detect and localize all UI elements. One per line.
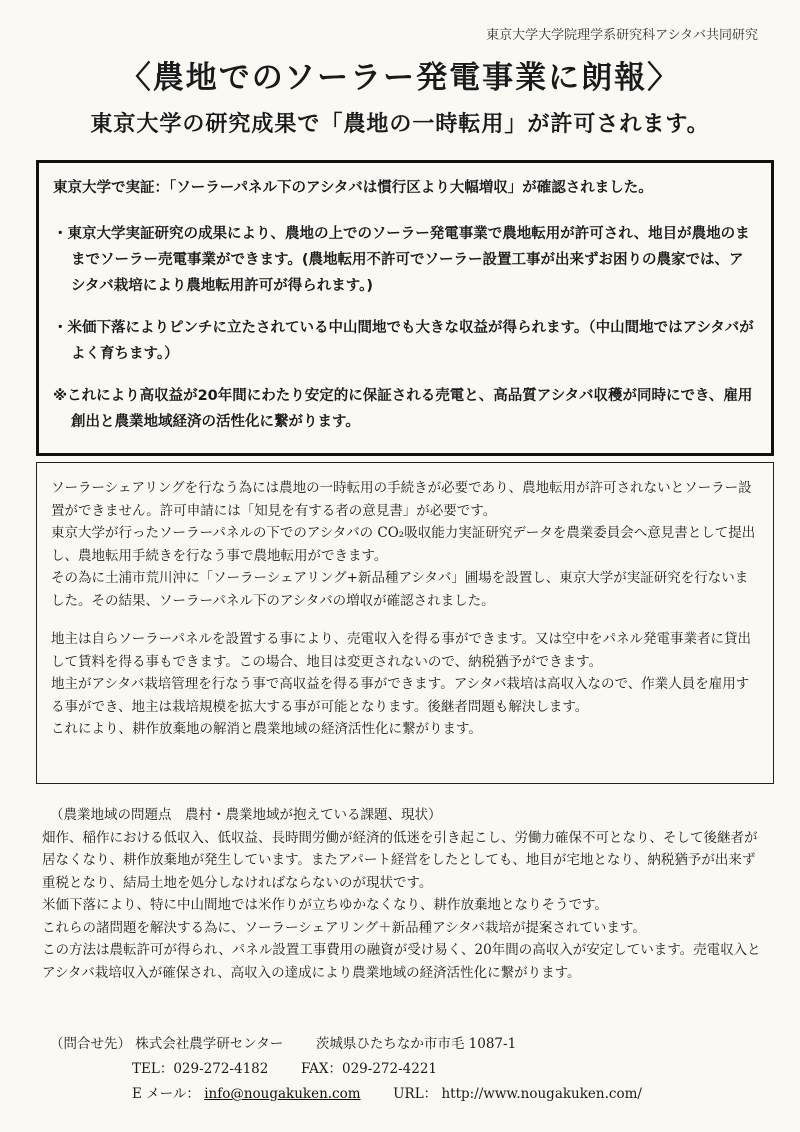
issues-paragraph-2: 米価下落により、特に中山間地では米作りが立ちゆかなくなり、耕作放棄地となりそうです。 xyxy=(42,897,608,913)
issues-heading: （農業地域の問題点 農村・農業地域が抱えている課題、現状） xyxy=(50,807,442,823)
details-paragraph-2: 東京大学が行ったソーラーパネルの下でのアシタバの CO₂吸収能力実証研究データを農業委員会へ意見書として提出し、農地転用手続きを行なう事で農地転用ができます。 xyxy=(51,525,756,564)
contact-url[interactable]: http://www.nougakuken.com/ xyxy=(441,1086,642,1102)
details-box xyxy=(36,462,774,784)
contact-email-link[interactable]: info@nougakuken.com xyxy=(204,1086,361,1102)
contact-row-phone xyxy=(50,1057,770,1082)
issues-paragraph-3: これらの諸問題を解決する為に、ソーラーシェアリング＋新品種アシタバ栽培が提案されています。 xyxy=(42,919,646,936)
highlights-box xyxy=(36,160,774,456)
issues-paragraph-4: この方法は農転許可が得られ、パネル設置工事費用の融資が受け易く、20年間の高収入が安定しています。売電収入とアシタバ栽培収入が確保され、高収入の達成により農業地域の経済活性化に繋がります。 xyxy=(42,942,761,981)
details-paragraph-1: ソーラーシェアリングを行なう為には農地の一時転用の手続きが必要であり、農地転用が許可されないとソーラー設置ができません。許可申請には「知見を有する者の意見書」が必要です。 xyxy=(51,480,752,519)
page-title: 〈農地でのソーラー発電事業に朗報〉 xyxy=(119,60,681,96)
highlights-bullet-2: ・米価下落によりピンチに立たされている中山間地でも大きな収益が得られます。（中山間地ではアシタバがよく育ちます。） xyxy=(53,320,754,362)
issues-paragraph-1: 畑作、稲作における低収入、低収益、長時間労働が経済的低迷を引き起こし、労働力確保不可となり、そして後継者が居なくなり、耕作放棄地が発生しています。またアパート経営をしたとしても、地目が宅地となり、納税猶予が出来ず重税となり、結局土地を処分しなければならないのが現状です。 xyxy=(42,829,758,891)
contact-row-company xyxy=(50,1032,770,1057)
contact-section xyxy=(50,1032,770,1107)
header-affiliation: 東京大学大学院理学系研究科アシタバ共同研究 xyxy=(486,28,758,43)
paragraph-spacer xyxy=(51,612,761,628)
contact-address: 茨城県ひたちなか市市毛 1087-1 xyxy=(315,1036,517,1052)
highlights-lead: 東京大学で実証：「ソーラーパネル下のアシタバは慣行区より大幅増収」が確認されました。 xyxy=(53,180,653,196)
page-subtitle: 東京大学の研究成果で「農地の一時転用」が許可されます。 xyxy=(90,112,710,137)
highlights-note: ※これにより高収益が20年間にわたり安定的に保証される売電と、高品質アシタバ収穫が同時にでき、雇用創出と農業地域経済の活性化に繋がります。 xyxy=(53,388,753,430)
contact-label: （問合せ先） xyxy=(50,1036,131,1052)
details-paragraph-5: 地主がアシタバ栽培管理を行なう事で高収益を得る事ができます。アシタバ栽培は高収入なので、作業人員を雇用する事ができ、地主は栽培規模を拡大する事が可能となります。後継者問題も解決します。 xyxy=(51,676,750,715)
contact-company: 株式会社農学研センター xyxy=(135,1036,284,1052)
details-paragraph-4: 地主は自らソーラーパネルを設置する事により、売電収入を得る事ができます。又は空中をパネル発電事業者に貸出して賃料を得る事もできます。この場合、地目は変更されないので、納税猶予ができます。 xyxy=(51,631,751,670)
contact-email-label: E メール： xyxy=(132,1086,200,1102)
contact-url-label: URL： xyxy=(393,1086,438,1102)
details-paragraph-3: その為に土浦市荒川沖に「ソーラーシェアリング+新品種アシタバ」圃場を設置し、東京大学が実証研究を行ないました。その結果、ソーラーパネル下のアシタバの増収が確認されました。 xyxy=(51,570,749,609)
contact-row-web xyxy=(50,1082,770,1107)
contact-fax: FAX：029-272-4221 xyxy=(300,1061,438,1077)
issues-section xyxy=(42,804,762,984)
contact-tel: TEL：029-272-4182 xyxy=(132,1061,269,1077)
highlights-bullet-1: ・東京大学実証研究の成果により、農地の上でのソーラー発電事業で農地転用が許可され、地目が農地のままでソーラー売電事業ができます。(農地転用不許可でソーラー設置工事が出来ずお困りの農家では、アシタバ栽培により農地転用許可が得られます。) xyxy=(53,226,750,294)
details-paragraph-6: これにより、耕作放棄地の解消と農業地域の経済活性化に繋がります。 xyxy=(51,721,482,737)
